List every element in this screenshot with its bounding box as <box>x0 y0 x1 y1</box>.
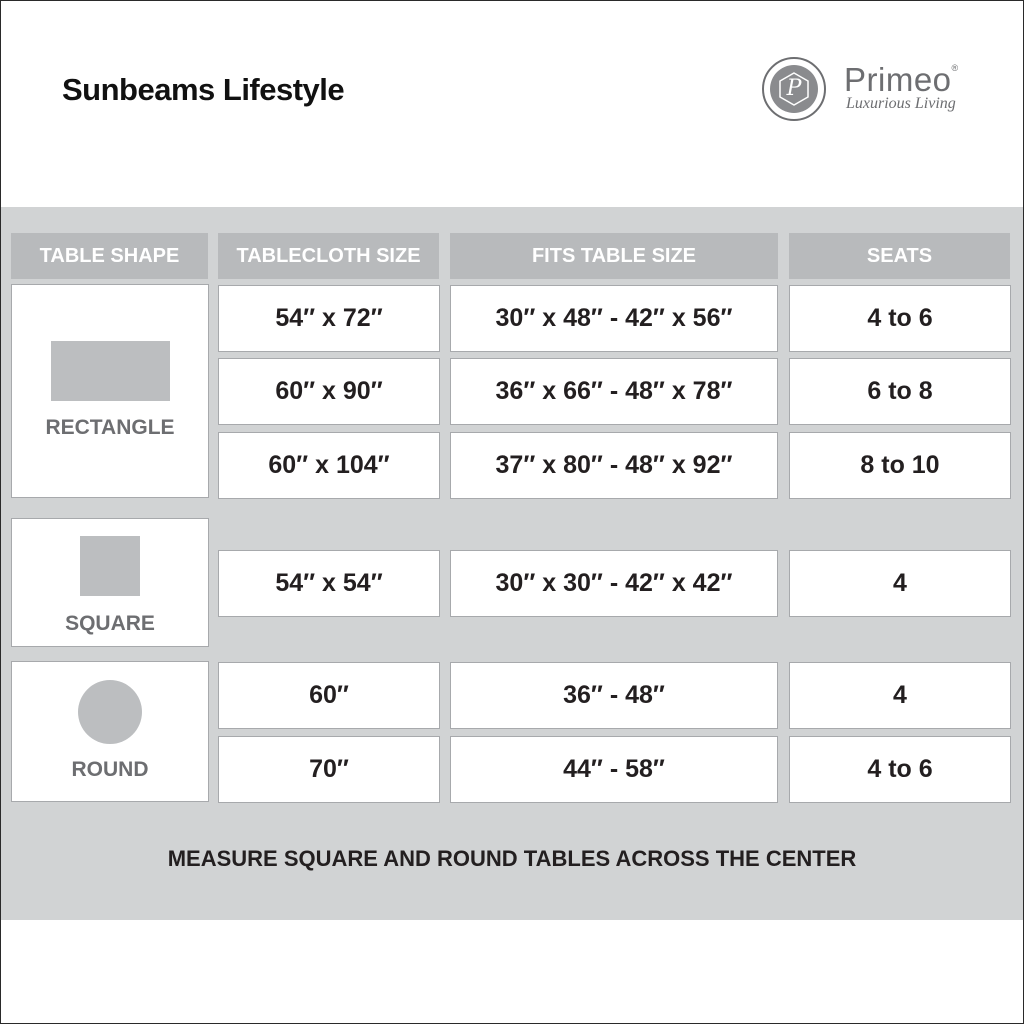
cell-seats: 6 to 8 <box>789 358 1011 425</box>
shape-label-square: SQUARE <box>65 612 155 635</box>
logo-name <box>844 61 959 99</box>
header-tablecloth-size: TABLECLOTH SIZE <box>218 233 439 279</box>
cell-fits-table-size: 30″ x 30″ - 42″ x 42″ <box>450 550 778 617</box>
logo-emblem <box>762 57 826 121</box>
header-table-shape: TABLE SHAPE <box>11 233 208 279</box>
shape-cell-square <box>11 518 209 647</box>
measurement-note: MEASURE SQUARE AND ROUND TABLES ACROSS THE CENTER <box>167 846 857 871</box>
square-shape-icon <box>80 536 140 596</box>
cell-fits-table-size: 36″ x 66″ - 48″ x 78″ <box>450 358 778 425</box>
logo-letter: P <box>786 76 802 101</box>
cell-seats: 8 to 10 <box>789 432 1011 499</box>
cell-seats: 4 to 6 <box>789 285 1011 352</box>
header-seats: SEATS <box>789 233 1010 279</box>
brand-title: Sunbeams Lifestyle <box>62 72 345 107</box>
cell-fits-table-size: 36″ - 48″ <box>450 662 778 729</box>
shape-label-rectangle: RECTANGLE <box>45 416 175 439</box>
primeo-logo <box>762 57 972 127</box>
cell-tablecloth-size: 60″ x 104″ <box>218 432 440 499</box>
header-fits-table-size: FITS TABLE SIZE <box>450 233 778 279</box>
logo-name-text: Primeo <box>844 61 952 98</box>
cell-tablecloth-size: 60″ <box>218 662 440 729</box>
rectangle-shape-icon <box>51 341 170 401</box>
cell-tablecloth-size: 70″ <box>218 736 440 803</box>
cell-seats: 4 <box>789 550 1011 617</box>
cell-tablecloth-size: 54″ x 54″ <box>218 550 440 617</box>
shape-label-round: ROUND <box>71 758 149 781</box>
shape-cell-round <box>11 661 209 802</box>
cell-fits-table-size: 44″ - 58″ <box>450 736 778 803</box>
shape-cell-rectangle <box>11 284 209 498</box>
cell-seats: 4 to 6 <box>789 736 1011 803</box>
logo-trademark: ® <box>951 63 959 73</box>
circle-shape-icon <box>78 680 142 744</box>
logo-tagline: Luxurious Living <box>846 95 956 112</box>
cell-seats: 4 <box>789 662 1011 729</box>
cell-fits-table-size: 37″ x 80″ - 48″ x 92″ <box>450 432 778 499</box>
cell-tablecloth-size: 54″ x 72″ <box>218 285 440 352</box>
cell-tablecloth-size: 60″ x 90″ <box>218 358 440 425</box>
cell-fits-table-size: 30″ x 48″ - 42″ x 56″ <box>450 285 778 352</box>
